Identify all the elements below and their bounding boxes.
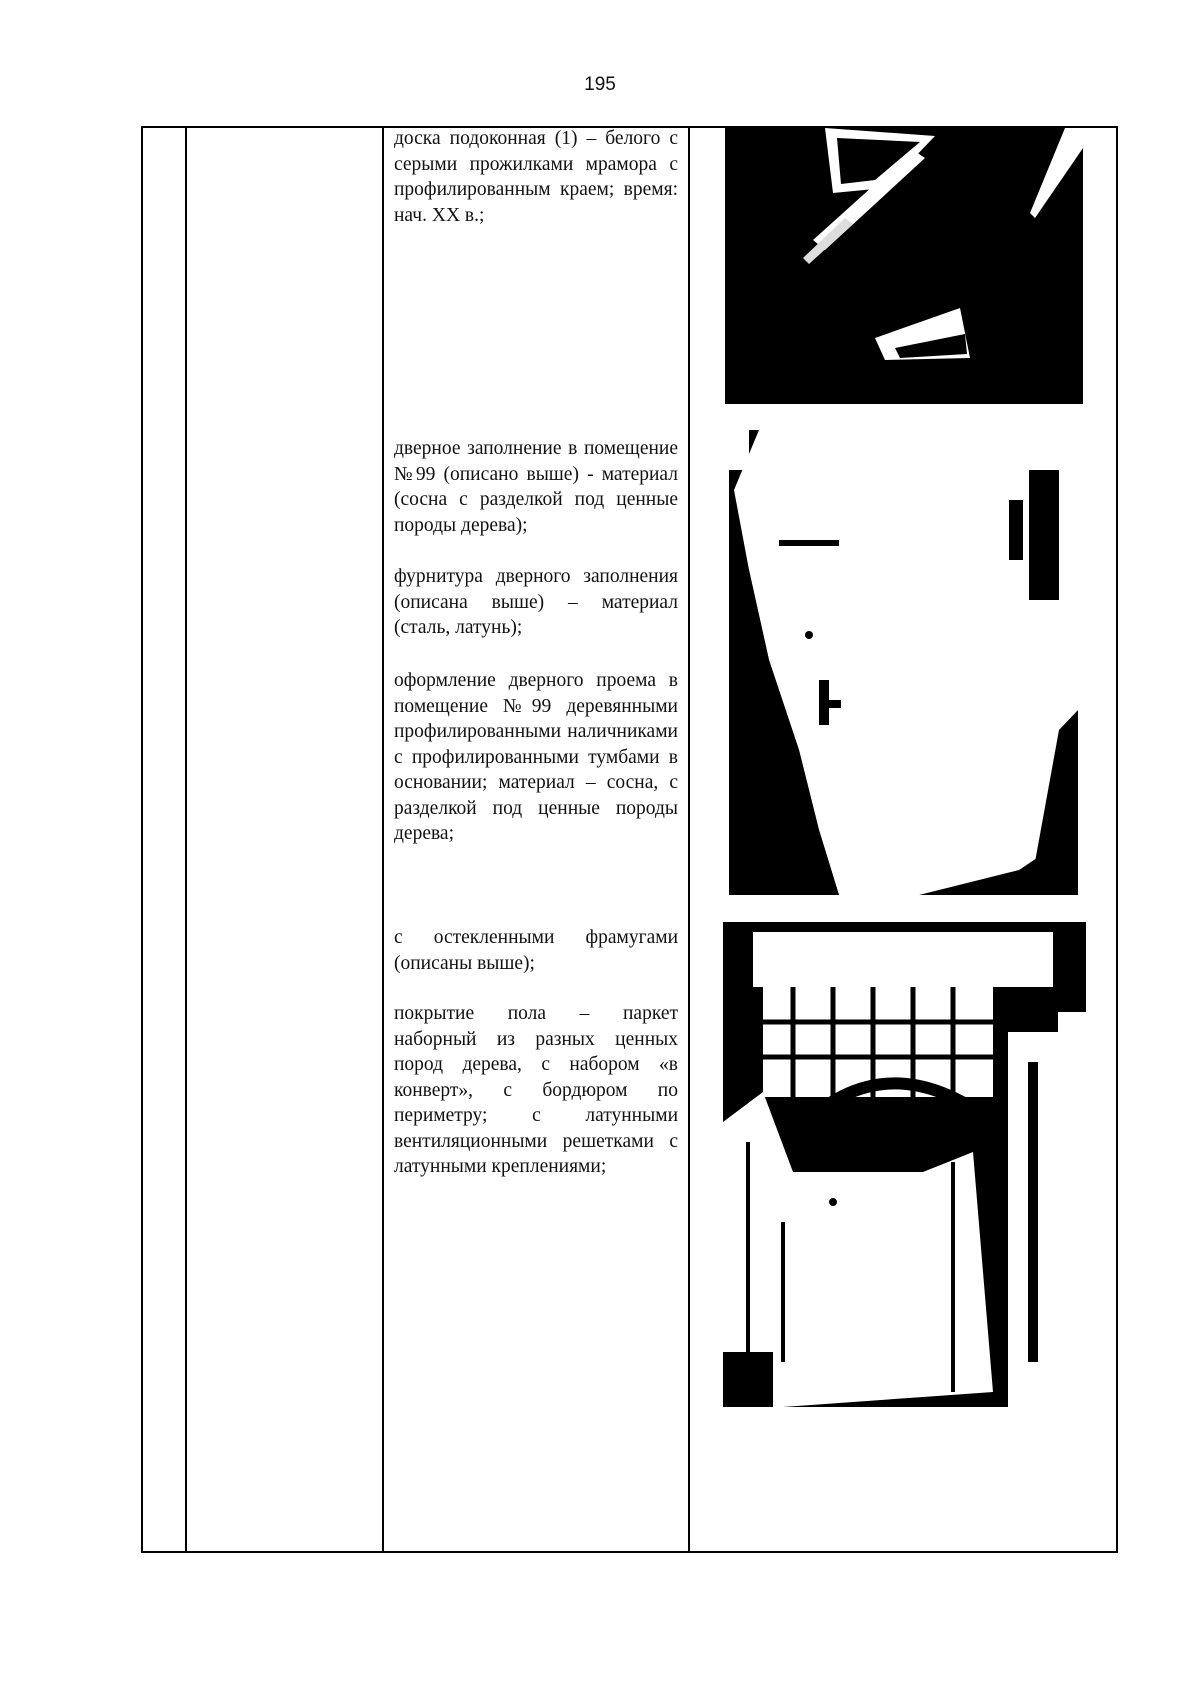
column-divider (382, 128, 384, 1551)
photo-interior-floor (723, 922, 1086, 1407)
photo-window-sill-image (725, 128, 1083, 404)
photo-window-sill (725, 128, 1083, 404)
photo-door-image (729, 430, 1078, 895)
page-number: 195 (584, 74, 616, 95)
paragraph-door-filling: дверное заполнение в помещение №99 (описано выше) - материал (сосна с разделкой под ценные породы дерева); (394, 438, 678, 536)
paragraph-parquet-floor: покрытие пола – паркет наборный из разных ценных пород дерева, с набором «в конверт», с бордюром по периметру; с латунными вентиляционными решетками с латунными креплениями; (394, 1003, 678, 1177)
photo-door (729, 430, 1078, 895)
column-divider (185, 128, 187, 1551)
column-divider (688, 128, 690, 1551)
paragraph-window-sill: доска подоконная (1) – белого с серыми прожилками мрамора с профилированным краем; время: нач. XX в.; (394, 128, 678, 226)
paragraph-transoms: с остекленными фрамугами (описаны выше); (394, 927, 678, 974)
paragraph-door-hardware: фурнитура дверного заполнения (описана выше) – материал (сталь, латунь); (394, 566, 678, 638)
paragraph-doorway-trim: оформление дверного проема в помещение №99 деревянными профилированными наличниками с профилированными тумбами в основании; материал – сосна, с разделкой под ценные породы дерева; (394, 670, 678, 844)
photo-interior-floor-image (723, 922, 1086, 1407)
